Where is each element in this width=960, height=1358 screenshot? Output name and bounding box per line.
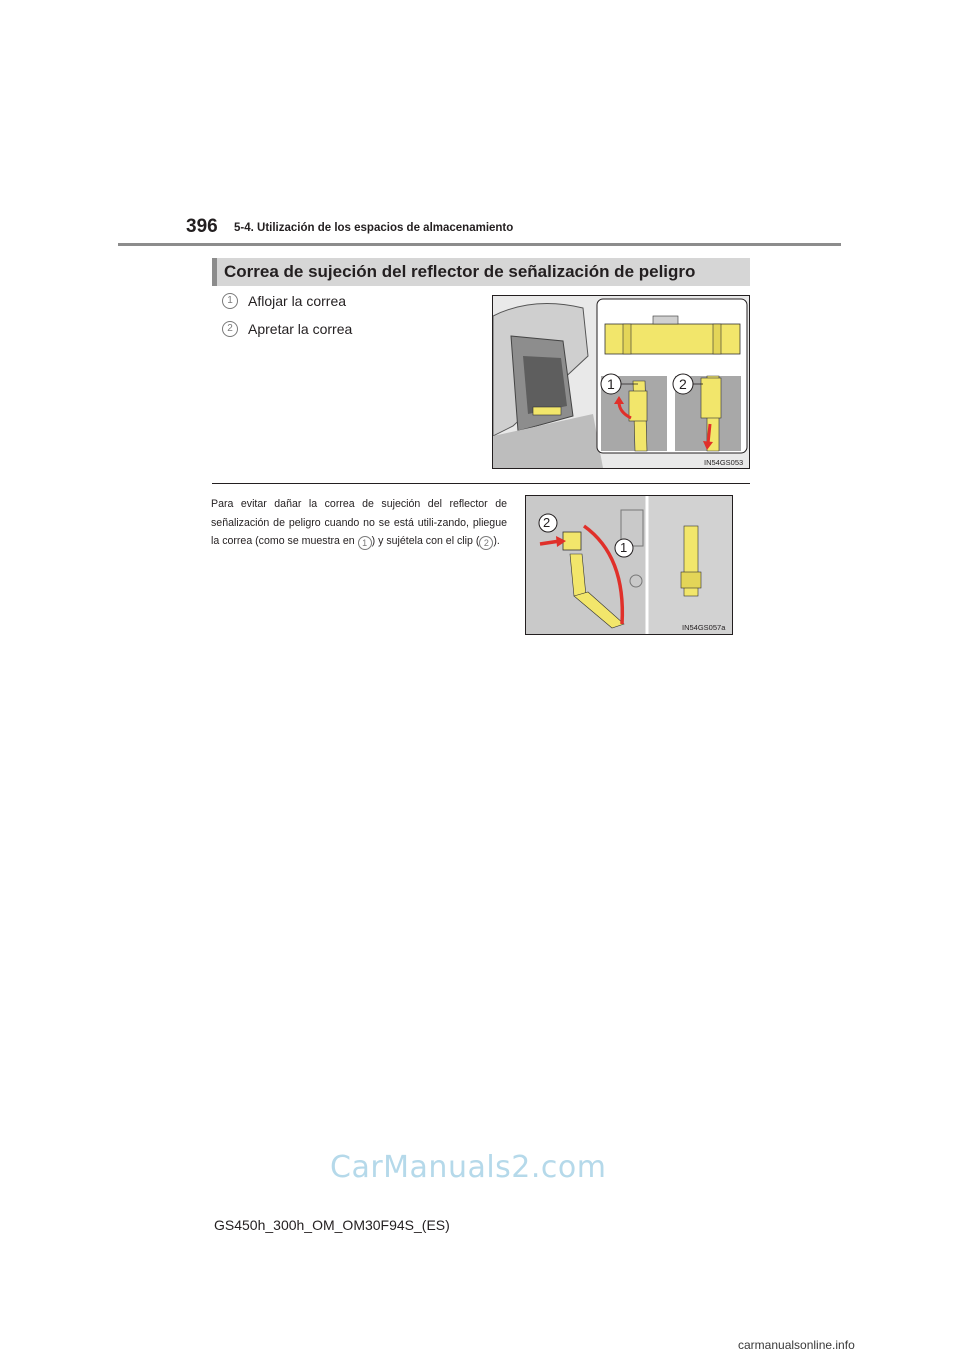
figure-callout-2: 2 [543,515,551,530]
figure-code: IN54GS057a [682,623,726,632]
figure-callout-1: 1 [620,540,628,555]
note-ref-badge: 2 [479,536,493,550]
note-ref-badge: 1 [358,536,372,550]
figure-code: IN54GS053 [704,458,744,467]
figure-callout-1: 1 [607,376,615,392]
step-number-badge: 2 [222,321,238,337]
step-item-2 [222,321,352,337]
note-text-part: ) y sujétela con el clip ( [371,535,480,547]
header-rule [118,243,841,246]
figure-trunk-strap [492,295,750,469]
trunk-strap-illustration [493,296,749,468]
note-text-part: ). [493,535,500,547]
site-footer: carmanualsonline.info [738,1338,855,1352]
note-text-part: Para evitar dañar la correa de sujeción del reflector de señalización de peligro cuando no se está utili-zando, pliegue la correa (como se muestra en [211,498,507,547]
figure-fold-strap [525,495,733,635]
watermark-logo: CarManuals2.com [330,1150,607,1185]
note-paragraph [211,495,507,551]
figure-callout-2: 2 [679,376,687,392]
section-divider [212,483,750,484]
step-item-1 [222,293,346,309]
document-code: GS450h_300h_OM_OM30F94S_(ES) [214,1217,450,1233]
fold-strap-illustration [526,496,732,634]
step-number-badge: 1 [222,293,238,309]
section-title: Correa de sujeción del reflector de señalización de peligro [224,262,696,281]
step-text: Aflojar la correa [248,293,347,309]
step-text: Apretar la correa [248,321,353,337]
chapter-title: 5-4. Utilización de los espacios de almacenamiento [234,222,514,234]
page-number: 396 [186,216,218,237]
